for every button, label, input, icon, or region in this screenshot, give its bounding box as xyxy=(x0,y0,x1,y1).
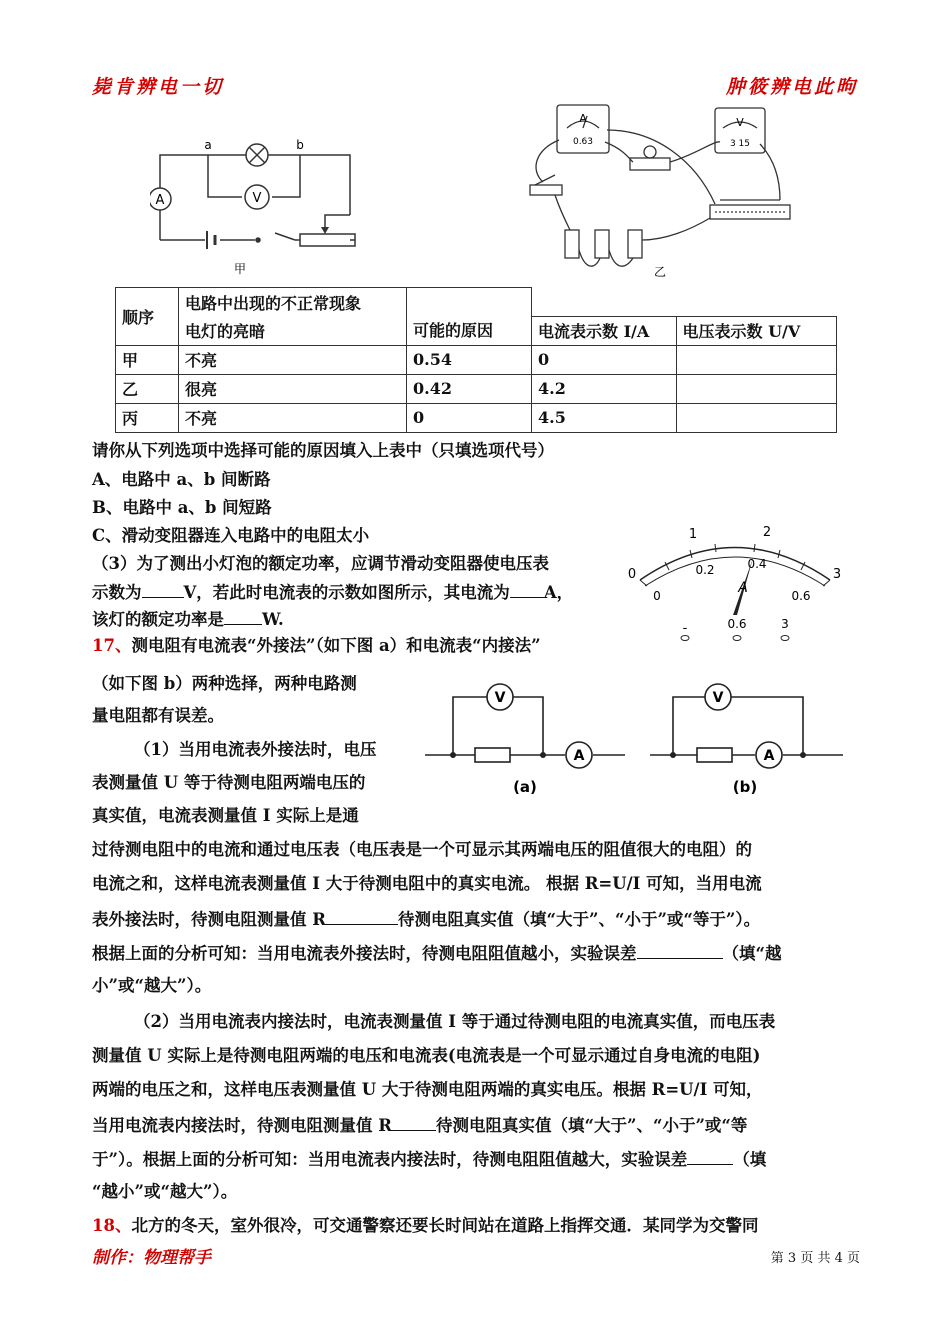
blank-power[interactable] xyxy=(224,608,262,625)
option-c: C、滑动变阻器连入电路中的电阻太小 xyxy=(92,526,370,545)
dial-top-label-3: 3 xyxy=(832,567,842,582)
cell-reason: 0.54 xyxy=(407,345,532,374)
q17-line12: （2）当用电流表内接法时，电流表测量值 I 等于通过待测电阻的电流真实值，而电压表 xyxy=(134,1012,776,1031)
footer-page-number: 第 3 页 共 4 页 xyxy=(770,1251,860,1266)
cell-order: 甲 xyxy=(116,345,179,374)
fig-b-voltmeter: V xyxy=(712,690,724,706)
dial-terminal-3: 3 xyxy=(781,617,789,631)
col-group-header: 电路中出现的不正常现象 xyxy=(179,288,407,317)
options-prompt: 请你从下列选项中选择可能的原因填入上表中（只填选项代号） xyxy=(92,441,554,460)
fig-a-voltmeter: V xyxy=(494,690,506,706)
fig-a-label: (a) xyxy=(513,778,537,796)
header-right: 肿筱辨电此昫 xyxy=(725,76,858,98)
dial-bottom-label-0: 0 xyxy=(653,589,661,603)
fig-b-label: (b) xyxy=(732,778,758,796)
circuit-diagram-jia xyxy=(150,135,380,280)
q17-line5: 表测量值 U 等于待测电阻两端电压的 xyxy=(92,773,366,792)
dial-top-zero: 0 xyxy=(627,567,637,582)
cell-lamp: 很亮 xyxy=(179,374,407,403)
fig-a-ammeter: A xyxy=(573,748,585,764)
q17-line2: （如下图 b）两种选择，两种电路测 xyxy=(92,674,357,693)
circuit-diagrams-ab xyxy=(425,675,845,805)
col-order-header: 顺序 xyxy=(116,288,179,346)
q18-line1: 18、北方的冬天，室外很冷，可交通警察还要长时间站在道路上指挥交通．某同学为交警同 xyxy=(92,1216,759,1235)
blank-outer-error[interactable] xyxy=(637,942,723,959)
option-b: B、电路中 a、b 间短路 xyxy=(92,498,272,517)
col-reason-header: 可能的原因 xyxy=(407,288,532,346)
ammeter-label: A xyxy=(155,193,165,208)
q17-line4: （1）当用电流表外接法时，电压 xyxy=(134,740,377,759)
blank-outer-compare[interactable] xyxy=(326,908,398,925)
cell-current: 4.5 xyxy=(532,403,677,432)
footer-left: 制作：物理帮手 xyxy=(92,1248,211,1268)
dial-bottom-label-2: 0.4 xyxy=(747,557,767,571)
dial-top-label-1: 1 xyxy=(688,527,698,542)
cell-reason: 0 xyxy=(407,403,532,432)
q17-line11: 小”或“越大”）。 xyxy=(92,976,212,995)
yi-voltmeter-label: V xyxy=(736,116,744,129)
voltmeter-label: V xyxy=(252,191,262,206)
q17-line1: 17、测电阻有电流表“外接法”（如下图 a）和电流表“内接法” xyxy=(92,636,541,655)
point-b-label: b xyxy=(296,138,304,152)
cell-current: 0 xyxy=(532,345,677,374)
blank-inner-error[interactable] xyxy=(687,1148,733,1165)
table-row xyxy=(116,403,837,432)
q17-line6: 真实值，电流表测量值 I 实际上是通 xyxy=(92,806,359,825)
cell-lamp: 不亮 xyxy=(179,403,407,432)
yi-voltmeter-range: 3 15 xyxy=(729,139,751,149)
ammeter-dial xyxy=(625,520,855,645)
col-current-header: 电流表示数 I/A xyxy=(532,316,677,345)
q17-line7: 过待测电阻中的电流和通过电压表（电压表是一个可显示其两端电压的阻值很大的电阻）的 xyxy=(92,840,752,859)
col-voltage-header: 电压表示数 U/V xyxy=(676,316,836,345)
q17-line10: 根据上面的分析可知：当用电流表外接法时，待测电阻阻值越小，实验误差 （填“越 xyxy=(92,944,782,963)
cell-order: 丙 xyxy=(116,403,179,432)
point-a-label: a xyxy=(204,138,212,152)
q3-line1: （3）为了测出小灯泡的额定功率，应调节滑动变阻器使电压表 xyxy=(92,554,549,573)
q17-line15: 当用电流表内接法时，待测电阻测量值 R 待测电阻真实值（填“大于”、“小于”或“等 xyxy=(92,1116,748,1135)
q17-line3: 量电阻都有误差。 xyxy=(92,706,224,725)
dial-unit: A xyxy=(738,580,748,596)
cell-voltage[interactable] xyxy=(676,345,836,374)
q17-line16: 于”）。根据上面的分析可知：当用电流表内接法时，待测电阻阻值越大，实验误差 （填 xyxy=(92,1150,767,1169)
q17-line8: 电流之和，这样电流表测量值 I 大于待测电阻中的真实电流。 根据 R=U/I 可知，当用电流 xyxy=(92,874,762,893)
q3-line2: 示数为 V，若此时电流表的示数如图所示，其电流为 A， xyxy=(92,583,574,602)
header-left: 毙肯辨电一切 xyxy=(92,76,225,98)
yi-ammeter-range: 0.63 xyxy=(572,137,594,147)
table-row xyxy=(116,374,837,403)
q17-line17: “越小”或“越大”）。 xyxy=(92,1182,238,1201)
yi-ammeter-label: A xyxy=(579,112,587,125)
cell-voltage[interactable] xyxy=(676,403,836,432)
q17-line13: 测量值 U 实际上是待测电阻两端的电压和电流表(电流表是一个可显示通过自身电流的电阻) xyxy=(92,1046,761,1065)
cell-reason: 0.42 xyxy=(407,374,532,403)
q17-line9: 表外接法时，待测电阻测量值 R 待测电阻真实值（填“大于”、“小于”或“等于”）。 xyxy=(92,910,761,929)
data-table xyxy=(115,287,837,433)
cell-current: 4.2 xyxy=(532,374,677,403)
wiring-diagram-yi xyxy=(515,100,805,280)
dial-bottom-label-3: 0.6 xyxy=(791,589,811,603)
fig-b-ammeter: A xyxy=(763,748,775,764)
q3-line3: 该灯的额定功率是 W. xyxy=(92,610,284,629)
q18-number: 18、 xyxy=(92,1216,132,1235)
blank-voltage[interactable] xyxy=(142,581,184,598)
dial-terminal-06: 0.6 xyxy=(727,617,747,631)
col-lamp-header: 电灯的亮暗 xyxy=(179,316,407,345)
q17-number: 17、 xyxy=(92,636,132,655)
cell-lamp: 不亮 xyxy=(179,345,407,374)
dial-terminal-minus: - xyxy=(682,621,688,636)
table-row xyxy=(116,345,837,374)
option-a: A、电路中 a、b 间断路 xyxy=(92,470,271,489)
cell-order: 乙 xyxy=(116,374,179,403)
caption-yi: 乙 xyxy=(653,265,667,279)
blank-inner-compare[interactable] xyxy=(392,1114,436,1131)
dial-top-label-2: 2 xyxy=(762,525,772,540)
q17-line14: 两端的电压之和，这样电压表测量值 U 大于待测电阻两端的真实电压。根据 R=U/I 可知， xyxy=(92,1080,763,1099)
caption-jia: 甲 xyxy=(233,262,247,276)
cell-voltage[interactable] xyxy=(676,374,836,403)
dial-bottom-label-1: 0.2 xyxy=(695,563,715,577)
blank-current[interactable] xyxy=(510,581,544,598)
